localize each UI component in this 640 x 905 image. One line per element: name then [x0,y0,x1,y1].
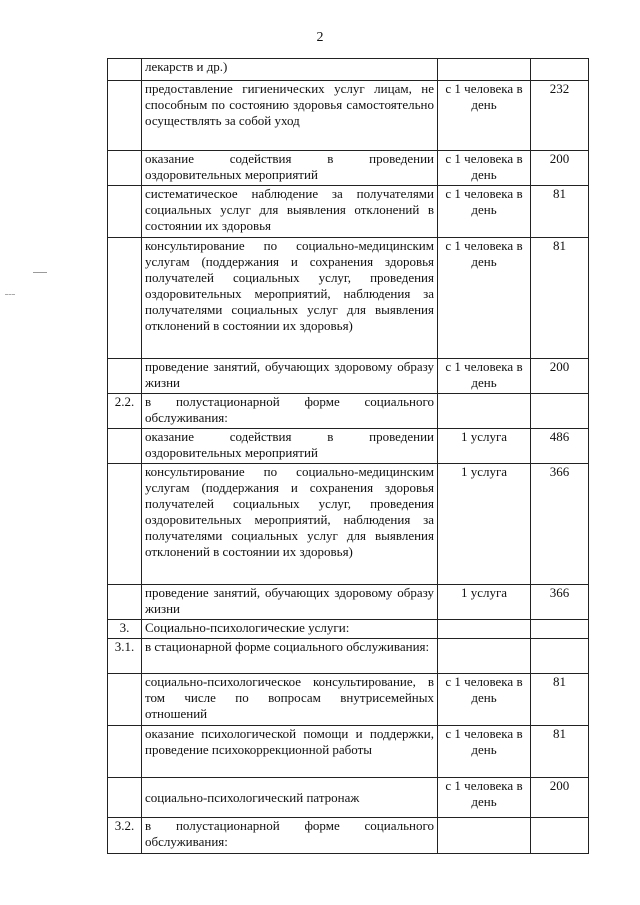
price-value [531,818,589,854]
service-description: консультирование по социально-медицинским услугам (поддержания и сохранения здоровья получателей социальных услуг, проведения оздоровительных мероприятий, наблюдения за получателями социальных услуг для выявления отклонений в состоянии их здоровья) [142,238,438,359]
service-description: в полустационарной форме социального обслуживания: [142,394,438,429]
row-number [108,186,142,238]
table-row [108,726,589,778]
service-description: оказание психологической помощи и поддержки, проведение психокоррекционной работы [142,726,438,778]
service-description: социально-психологическое консультирование, в том числе по вопросам внутрисемейных отношений [142,674,438,726]
price-value [531,639,589,674]
table-row [108,359,589,394]
row-number [108,778,142,818]
service-description: оказание содействия в проведении оздоровительных мероприятий [142,151,438,186]
table-row [108,151,589,186]
price-value: 81 [531,726,589,778]
table-row [108,778,589,818]
row-number: 3.2. [108,818,142,854]
service-description: систематическое наблюдение за получателями социальных услуг для выявления отклонений в состоянии их здоровья [142,186,438,238]
service-description: в стационарной форме социального обслуживания: [142,639,438,674]
price-value: 81 [531,186,589,238]
row-number [108,238,142,359]
row-number [108,674,142,726]
unit-of-measure [438,59,531,81]
table-row [108,238,589,359]
price-value: 486 [531,429,589,464]
unit-of-measure: 1 услуга [438,429,531,464]
price-value: 232 [531,81,589,151]
price-value: 366 [531,585,589,620]
table-row [108,818,589,854]
service-description: консультирование по социально-медицинским услугам (поддержания и сохранения здоровья получателей социальных услуг, проведения оздоровительных мероприятий, наблюдения за получателями социальных услуг для выявления отклонений в состоянии их здоровья) [142,464,438,585]
price-value: 200 [531,151,589,186]
service-description: социально-психологический патронаж [142,778,438,818]
unit-of-measure: с 1 человека в день [438,726,531,778]
table-row [108,585,589,620]
row-number [108,59,142,81]
service-description: предоставление гигиенических услуг лицам, не способным по состоянию здоровья самостоятельно осуществлять за собой уход [142,81,438,151]
row-number [108,81,142,151]
row-number [108,464,142,585]
price-value: 81 [531,238,589,359]
unit-of-measure [438,639,531,674]
page-number: 2 [316,30,324,45]
unit-of-measure: 1 услуга [438,464,531,585]
row-number [108,726,142,778]
unit-of-measure [438,818,531,854]
price-value: 366 [531,464,589,585]
service-description: проведение занятий, обучающих здоровому образу жизни [142,359,438,394]
price-value [531,59,589,81]
unit-of-measure: с 1 человека в день [438,778,531,818]
unit-of-measure: 1 услуга [438,585,531,620]
price-value: 200 [531,359,589,394]
scan-artifact-mark [5,294,15,295]
unit-of-measure [438,394,531,429]
row-number [108,359,142,394]
row-number: 2.2. [108,394,142,429]
unit-of-measure: с 1 человека в день [438,81,531,151]
price-value: 81 [531,674,589,726]
table-row [108,186,589,238]
service-description: Социально-психологические услуги: [142,620,438,639]
row-number: 3. [108,620,142,639]
unit-of-measure [438,620,531,639]
table-row [108,464,589,585]
service-description: оказание содействия в проведении оздоровительных мероприятий [142,429,438,464]
row-number: 3.1. [108,639,142,674]
table-row [108,639,589,674]
service-description: проведение занятий, обучающих здоровому образу жизни [142,585,438,620]
unit-of-measure: с 1 человека в день [438,186,531,238]
price-value: 200 [531,778,589,818]
row-number [108,429,142,464]
price-value [531,394,589,429]
row-number [108,151,142,186]
table-row [108,394,589,429]
table-row [108,429,589,464]
table-row [108,620,589,639]
services-price-table [107,58,589,854]
unit-of-measure: с 1 человека в день [438,674,531,726]
unit-of-measure: с 1 человека в день [438,151,531,186]
table-row [108,81,589,151]
scan-artifact-mark [33,272,47,273]
service-description: в полустационарной форме социального обслуживания: [142,818,438,854]
unit-of-measure: с 1 человека в день [438,359,531,394]
unit-of-measure: с 1 человека в день [438,238,531,359]
row-number [108,585,142,620]
service-description: лекарств и др.) [142,59,438,81]
price-value [531,620,589,639]
table-row [108,59,589,81]
table-row [108,674,589,726]
